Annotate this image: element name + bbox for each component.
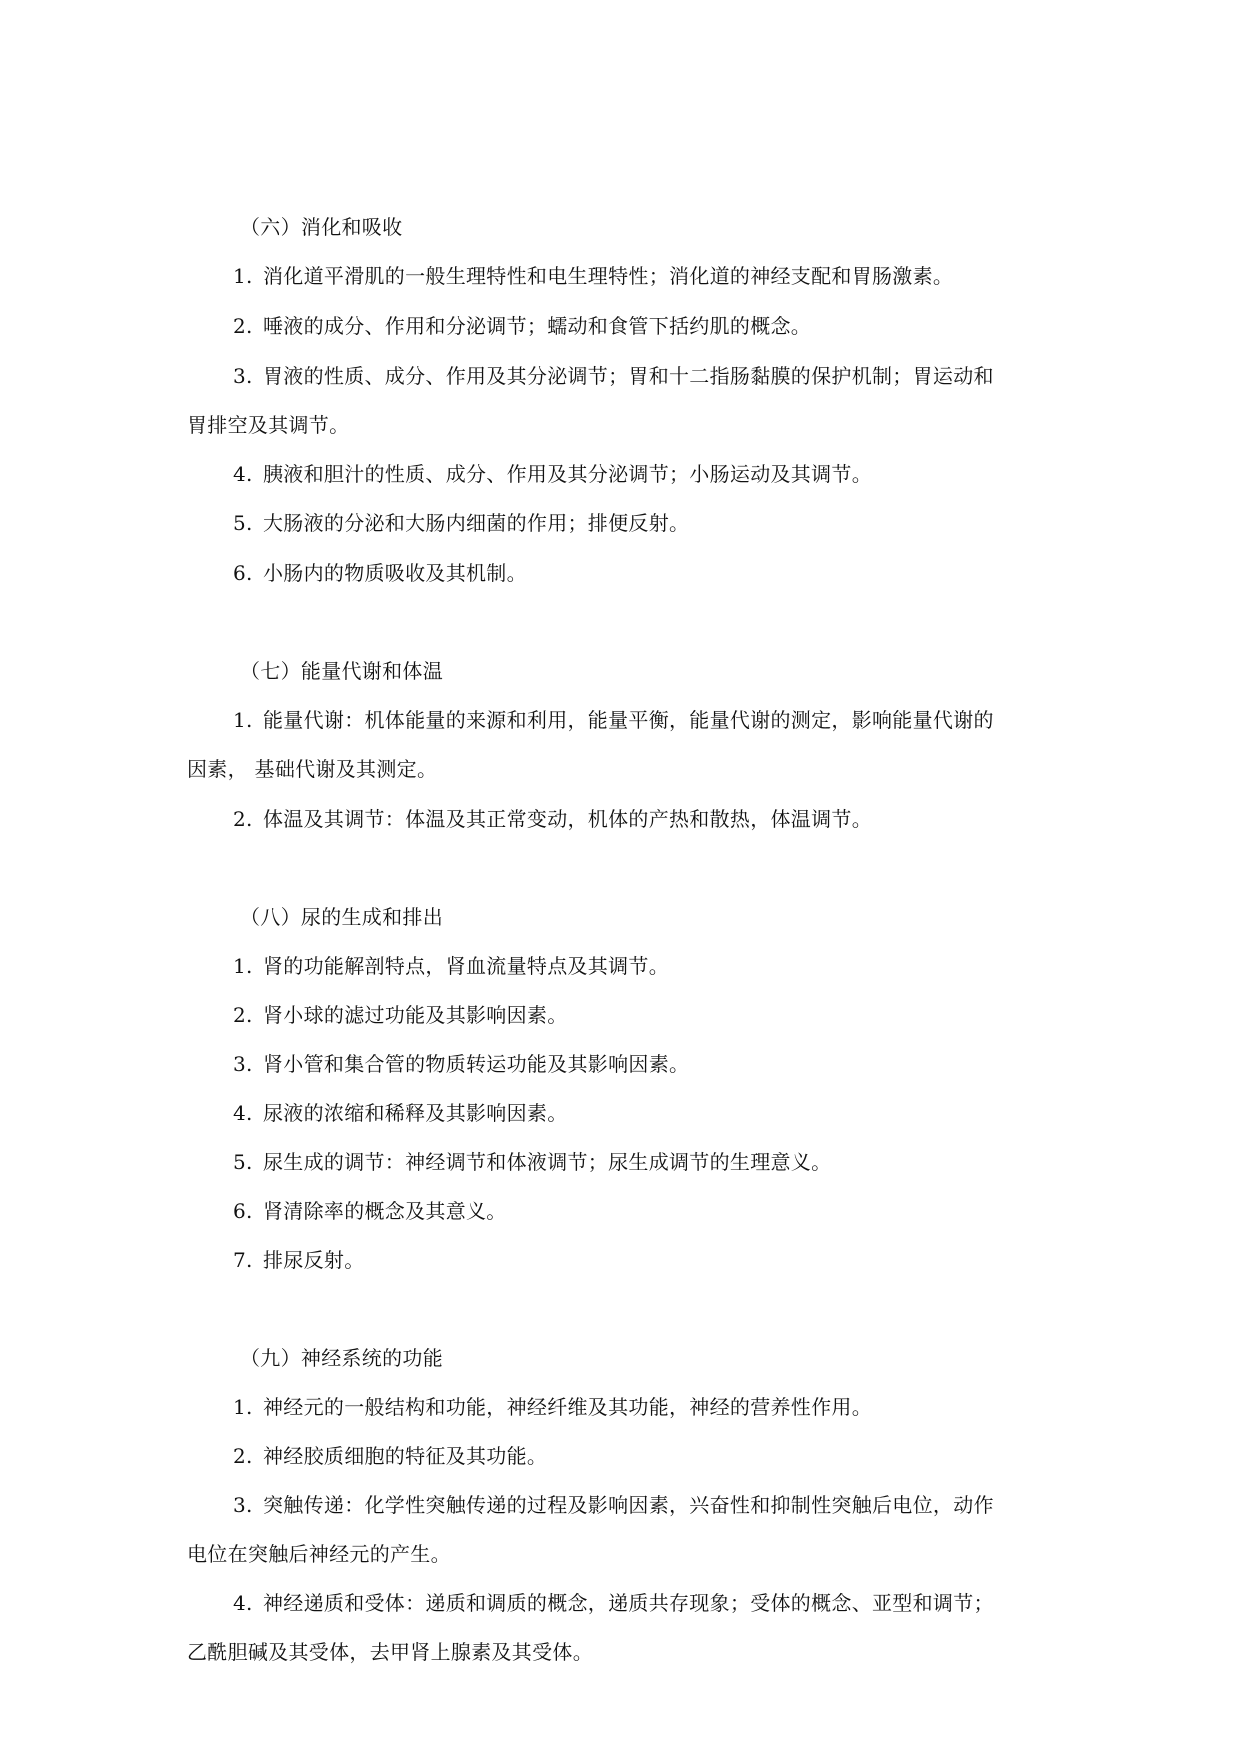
list-item xyxy=(233,509,689,537)
item-number: 5. xyxy=(233,1150,253,1174)
item-continuation: 乙酰胆碱及其受体，去甲肾上腺素及其受体。 xyxy=(187,1640,593,1664)
list-item xyxy=(233,559,527,587)
item-number: 1. xyxy=(233,1395,253,1419)
list-item xyxy=(233,1442,547,1470)
item-text: 肾小球的滤过功能及其影响因素。 xyxy=(263,1003,568,1027)
list-item xyxy=(233,1589,994,1617)
item-number: 2. xyxy=(233,1444,253,1468)
item-continuation: 胃排空及其调节。 xyxy=(187,413,350,437)
list-item xyxy=(233,952,669,980)
item-number: 6. xyxy=(233,561,253,585)
list-item xyxy=(233,1099,568,1127)
item-number: 3. xyxy=(233,1493,253,1517)
item-number: 3. xyxy=(233,1052,253,1076)
list-item xyxy=(233,1246,365,1274)
item-text: 胰液和胆汁的性质、成分、作用及其分泌调节；小肠运动及其调节。 xyxy=(263,462,872,486)
list-item xyxy=(233,1148,831,1176)
item-text: 神经递质和受体：递质和调质的概念，递质共存现象；受体的概念、亚型和调节； xyxy=(263,1591,994,1615)
item-number: 4. xyxy=(233,1101,253,1125)
section-heading: （八）尿的生成和排出 xyxy=(240,905,443,929)
list-item xyxy=(233,805,872,833)
item-text: 大肠液的分泌和大肠内细菌的作用；排便反射。 xyxy=(263,511,690,535)
item-text: 排尿反射。 xyxy=(263,1248,365,1272)
section-heading: （九）神经系统的功能 xyxy=(240,1346,443,1370)
item-text: 唾液的成分、作用和分泌调节；蠕动和食管下括约肌的概念。 xyxy=(263,314,812,338)
item-number: 3. xyxy=(233,364,253,388)
list-item xyxy=(233,1050,689,1078)
item-number: 1. xyxy=(233,954,253,978)
item-number: 4. xyxy=(233,1591,253,1615)
item-number: 1. xyxy=(233,708,253,732)
item-number: 2. xyxy=(233,314,253,338)
list-item xyxy=(233,706,994,734)
item-text: 能量代谢：机体能量的来源和利用，能量平衡，能量代谢的测定，影响能量代谢的 xyxy=(263,708,994,732)
list-item xyxy=(233,460,872,488)
item-number: 1. xyxy=(233,264,253,288)
list-item xyxy=(233,312,811,340)
item-text: 胃液的性质、成分、作用及其分泌调节；胃和十二指肠黏膜的保护机制；胃运动和 xyxy=(263,364,994,388)
item-text: 神经胶质细胞的特征及其功能。 xyxy=(263,1444,548,1468)
list-item xyxy=(233,1491,994,1519)
item-text: 肾的功能解剖特点，肾血流量特点及其调节。 xyxy=(263,954,669,978)
item-text: 肾清除率的概念及其意义。 xyxy=(263,1199,507,1223)
item-text: 消化道平滑肌的一般生理特性和电生理特性；消化道的神经支配和胃肠激素。 xyxy=(263,264,954,288)
item-text: 小肠内的物质吸收及其机制。 xyxy=(263,561,527,585)
item-number: 5. xyxy=(233,511,253,535)
item-text: 尿生成的调节：神经调节和体液调节；尿生成调节的生理意义。 xyxy=(263,1150,832,1174)
item-continuation: 电位在突触后神经元的产生。 xyxy=(187,1542,451,1566)
list-item xyxy=(233,362,994,390)
item-text: 突触传递：化学性突触传递的过程及影响因素，兴奋性和抑制性突触后电位，动作 xyxy=(263,1493,994,1517)
item-number: 2. xyxy=(233,807,253,831)
section-heading: （六）消化和吸收 xyxy=(240,215,403,239)
item-text: 尿液的浓缩和稀释及其影响因素。 xyxy=(263,1101,568,1125)
item-text: 神经元的一般结构和功能，神经纤维及其功能，神经的营养性作用。 xyxy=(263,1395,872,1419)
item-continuation: 因素， 基础代谢及其测定。 xyxy=(187,757,438,781)
item-number: 2. xyxy=(233,1003,253,1027)
list-item xyxy=(233,1001,568,1029)
section-heading: （七）能量代谢和体温 xyxy=(240,659,443,683)
list-item xyxy=(233,262,953,290)
item-text: 肾小管和集合管的物质转运功能及其影响因素。 xyxy=(263,1052,690,1076)
item-text: 体温及其调节：体温及其正常变动，机体的产热和散热，体温调节。 xyxy=(263,807,872,831)
item-number: 4. xyxy=(233,462,253,486)
item-number: 7. xyxy=(233,1248,253,1272)
item-number: 6. xyxy=(233,1199,253,1223)
list-item xyxy=(233,1197,507,1225)
list-item xyxy=(233,1393,872,1421)
